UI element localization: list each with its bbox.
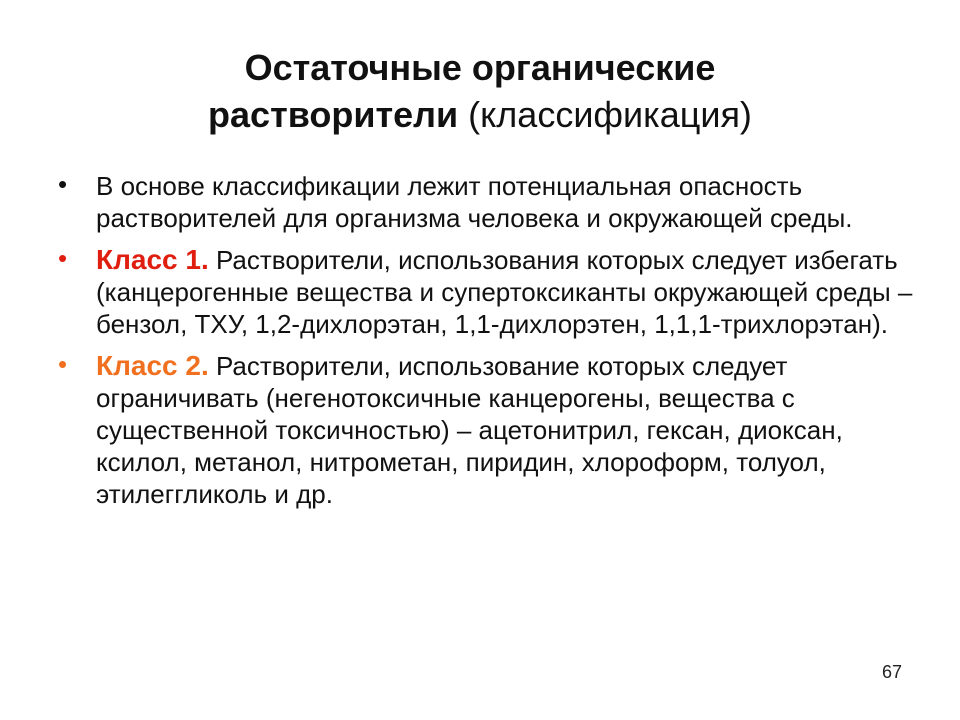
- title-line-2-normal: (классификация): [458, 94, 752, 135]
- bullet-item-basis: [56, 170, 916, 234]
- bullet-marker: •: [58, 243, 68, 273]
- slide-title: [0, 44, 960, 138]
- page-number: 67: [881, 662, 902, 682]
- class-1-label: Класс 1.: [96, 244, 209, 275]
- bullet-marker: •: [58, 349, 68, 379]
- title-line-2: [0, 91, 960, 138]
- title-line-1: Остаточные органические: [244, 47, 716, 88]
- bullet-text: Растворители, использование которых следует ограничивать (негенотоксичные канцерогены, вещества с существенной токсичностью) – ацетонитрил, гексан, диоксан, ксилол, метанол, нитрометан, пиридин, хлороформ, толуол, этилеггликоль и др.: [96, 351, 843, 509]
- bullet-marker: •: [58, 169, 68, 199]
- bullet-list: [56, 170, 916, 520]
- bullet-item-class-1: [56, 244, 916, 340]
- bullet-text: Растворители, использования которых следует избегать (канцерогенные вещества и супертоксиканты окружающей среды – бензол, ТХУ, 1,2-дихлорэтан, 1,1-дихлорэтен, 1,1,1-трихлорэтан).: [96, 245, 913, 339]
- title-line-2-bold: растворители: [208, 94, 459, 135]
- bullet-item-class-2: [56, 350, 916, 510]
- class-2-label: Класс 2.: [96, 350, 209, 381]
- bullet-text: В основе классификации лежит потенциальная опасность растворителей для организма человека и окружающей среды.: [96, 171, 853, 233]
